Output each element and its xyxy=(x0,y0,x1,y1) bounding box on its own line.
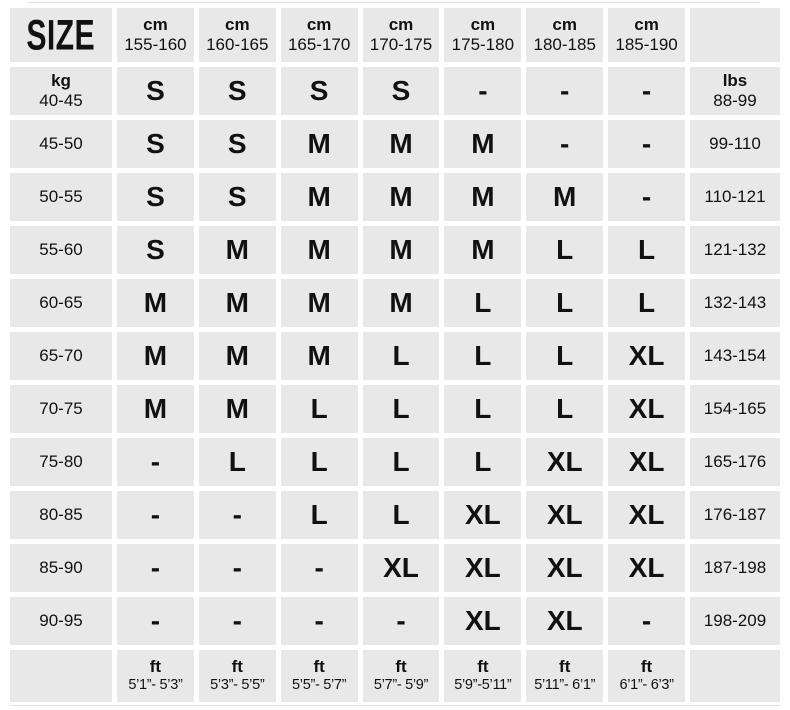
size-cell-r5-c2 xyxy=(281,332,358,380)
row-label-kg-5 xyxy=(10,332,112,380)
ft-unit-label: ft xyxy=(313,657,325,677)
size-cell-r4-c5 xyxy=(526,279,603,327)
size-cell-r7-c5 xyxy=(526,438,603,486)
row-label-lbs-7 xyxy=(690,438,780,486)
size-cell-r10-c1 xyxy=(199,597,276,645)
cm-unit-label: cm xyxy=(143,14,168,34)
size-cell-r7-c6 xyxy=(608,438,685,486)
size-cell-r2-c4 xyxy=(444,173,521,221)
size-cell-r7-c4 xyxy=(444,438,521,486)
size-cell-r5-c5 xyxy=(526,332,603,380)
no-size-dash: - xyxy=(232,552,242,583)
size-value: L xyxy=(310,499,328,530)
size-value: M xyxy=(553,181,577,212)
size-value: M xyxy=(307,287,331,318)
header-cell-cm-1 xyxy=(199,8,276,62)
size-value: M xyxy=(471,128,495,159)
row-label-lbs-8 xyxy=(690,491,780,539)
size-title: SIZE xyxy=(26,10,96,59)
size-value: M xyxy=(225,393,249,424)
size-value: M xyxy=(225,234,249,265)
size-value: L xyxy=(556,287,574,318)
size-cell-r2-c0 xyxy=(117,173,194,221)
no-size-dash: - xyxy=(396,605,406,636)
footer-cell-ft-5 xyxy=(526,650,603,702)
cm-range-label: 165-170 xyxy=(287,35,351,54)
lbs-range-label: 176-187 xyxy=(703,504,767,524)
size-cell-r6-c6 xyxy=(608,385,685,433)
size-cell-r9-c2 xyxy=(281,544,358,592)
size-value: M xyxy=(143,340,168,371)
cm-unit-label: cm xyxy=(470,14,496,34)
no-size-dash: - xyxy=(641,605,652,636)
size-cell-r5-c3 xyxy=(363,332,440,380)
ft-range-label: 5’9”-5’11” xyxy=(454,677,512,694)
size-value: S xyxy=(146,128,165,159)
size-cell-r5-c4 xyxy=(444,332,521,380)
ft-range-label: 5’5”- 5’7” xyxy=(292,677,347,694)
size-cell-r4-c3 xyxy=(363,279,440,327)
size-cell-r3-c6 xyxy=(608,226,685,274)
size-value: XL xyxy=(628,340,665,371)
size-cell-r7-c3 xyxy=(363,438,440,486)
row-label-lbs-2 xyxy=(690,173,780,221)
size-value: M xyxy=(471,181,495,212)
size-value: L xyxy=(556,340,574,371)
footer-cell-ft-0 xyxy=(117,650,194,702)
size-cell-r2-c3 xyxy=(363,173,440,221)
header-cell-cm-0 xyxy=(117,8,194,62)
size-value: XL xyxy=(464,605,501,636)
size-cell-r9-c5 xyxy=(526,544,603,592)
size-value: XL xyxy=(546,605,583,636)
size-value: XL xyxy=(628,446,665,477)
size-cell-r9-c0 xyxy=(117,544,194,592)
size-cell-r1-c4 xyxy=(444,120,521,168)
size-cell-r9-c3 xyxy=(363,544,440,592)
size-cell-r1-c3 xyxy=(363,120,440,168)
size-cell-r4-c6 xyxy=(608,279,685,327)
size-value: L xyxy=(556,393,574,424)
size-cell-r1-c6 xyxy=(608,120,685,168)
size-cell-r8-c5 xyxy=(526,491,603,539)
no-size-dash: - xyxy=(641,128,652,159)
size-value: XL xyxy=(628,393,665,424)
ft-range-label: 5’1”- 5’3” xyxy=(128,677,183,694)
size-cell-r7-c2 xyxy=(281,438,358,486)
no-size-dash: - xyxy=(232,499,242,530)
size-cell-r8-c4 xyxy=(444,491,521,539)
row-label-lbs-5 xyxy=(690,332,780,380)
size-cell-r0-c2 xyxy=(281,67,358,115)
size-value: M xyxy=(389,128,413,159)
size-cell-r0-c6 xyxy=(608,67,685,115)
footer-cell-ft-4 xyxy=(444,650,521,702)
size-cell-r4-c0 xyxy=(117,279,194,327)
size-cell-r3-c5 xyxy=(526,226,603,274)
lbs-range-label: 165-176 xyxy=(703,451,767,471)
size-value: L xyxy=(228,446,246,477)
size-value: S xyxy=(146,234,165,265)
size-value: XL xyxy=(383,552,419,583)
size-cell-r10-c4 xyxy=(444,597,521,645)
size-value: L xyxy=(392,446,410,477)
no-size-dash: - xyxy=(641,75,652,106)
kg-range-label: 80-85 xyxy=(39,504,83,524)
size-cell-r5-c0 xyxy=(117,332,194,380)
size-value: XL xyxy=(546,499,583,530)
cm-range-label: 160-165 xyxy=(206,35,269,54)
size-value: L xyxy=(474,393,492,424)
size-cell-r8-c2 xyxy=(281,491,358,539)
ft-range-label: 5’11”- 6’1” xyxy=(534,677,596,694)
cm-range-label: 175-180 xyxy=(451,35,515,54)
header-cell-blank-right xyxy=(690,8,780,62)
lbs-range-label: 132-143 xyxy=(703,292,767,312)
size-value: L xyxy=(310,393,328,424)
size-cell-r3-c3 xyxy=(363,226,440,274)
lbs-range-label: 143-154 xyxy=(703,345,767,365)
size-value: L xyxy=(392,393,410,424)
size-cell-r6-c5 xyxy=(526,385,603,433)
kg-unit-label: kg xyxy=(51,70,71,90)
size-cell-r10-c2 xyxy=(281,597,358,645)
size-cell-r5-c1 xyxy=(199,332,276,380)
size-cell-r0-c0 xyxy=(117,67,194,115)
size-cell-r1-c1 xyxy=(199,120,276,168)
size-cell-r2-c6 xyxy=(608,173,685,221)
size-title-cell xyxy=(10,8,112,62)
row-label-lbs-10 xyxy=(690,597,780,645)
row-label-lbs-6 xyxy=(690,385,780,433)
size-value: S xyxy=(146,181,165,212)
size-cell-r3-c2 xyxy=(281,226,358,274)
size-value: S xyxy=(227,75,247,106)
no-size-dash: - xyxy=(560,75,570,106)
footer-cell-ft-1 xyxy=(199,650,276,702)
size-cell-r1-c5 xyxy=(526,120,603,168)
row-label-kg-0 xyxy=(10,67,112,115)
ft-unit-label: ft xyxy=(640,657,653,677)
size-cell-r1-c0 xyxy=(117,120,194,168)
lbs-range-label: 110-121 xyxy=(704,186,766,206)
size-value: L xyxy=(392,499,410,530)
size-value: XL xyxy=(628,499,665,530)
row-label-lbs-4 xyxy=(690,279,780,327)
no-size-dash: - xyxy=(314,605,324,636)
size-cell-r3-c4 xyxy=(444,226,521,274)
size-cell-r0-c1 xyxy=(199,67,276,115)
size-cell-r7-c1 xyxy=(199,438,276,486)
no-size-dash: - xyxy=(641,181,652,212)
no-size-dash: - xyxy=(150,605,161,636)
lbs-range-label: 99-110 xyxy=(709,133,761,153)
row-label-kg-10 xyxy=(10,597,112,645)
cm-range-label: 155-160 xyxy=(124,35,187,54)
row-label-kg-8 xyxy=(10,491,112,539)
size-cell-r4-c1 xyxy=(199,279,276,327)
size-cell-r0-c3 xyxy=(363,67,440,115)
header-cell-cm-5 xyxy=(526,8,603,62)
size-cell-r8-c0 xyxy=(117,491,194,539)
size-value: S xyxy=(309,75,329,106)
cm-unit-label: cm xyxy=(224,14,250,34)
size-value: M xyxy=(307,181,331,212)
size-cell-r6-c2 xyxy=(281,385,358,433)
row-label-kg-9 xyxy=(10,544,112,592)
cm-range-label: 170-175 xyxy=(369,35,433,54)
size-cell-r6-c4 xyxy=(444,385,521,433)
lbs-range-label: 154-165 xyxy=(703,398,767,418)
kg-range-label: 65-70 xyxy=(39,345,83,365)
size-cell-r10-c3 xyxy=(363,597,440,645)
size-value: S xyxy=(146,75,165,106)
size-value: M xyxy=(471,234,495,265)
ft-unit-label: ft xyxy=(149,657,162,677)
size-cell-r3-c0 xyxy=(117,226,194,274)
size-value: M xyxy=(307,234,331,265)
kg-range-label: 40-45 xyxy=(39,91,83,110)
size-value: M xyxy=(143,393,168,424)
size-value: L xyxy=(638,234,656,265)
row-label-lbs-9 xyxy=(690,544,780,592)
kg-range-label: 90-95 xyxy=(39,610,83,630)
footer-cell-blank-right xyxy=(690,650,780,702)
row-label-lbs-0 xyxy=(690,67,780,115)
size-cell-r4-c2 xyxy=(281,279,358,327)
size-cell-r9-c1 xyxy=(199,544,276,592)
no-size-dash: - xyxy=(560,128,570,159)
size-cell-r0-c5 xyxy=(526,67,603,115)
ft-unit-label: ft xyxy=(477,657,489,677)
ft-unit-label: ft xyxy=(395,657,407,677)
footer-cell-ft-2 xyxy=(281,650,358,702)
top-divider xyxy=(28,2,760,3)
size-value: M xyxy=(143,287,168,318)
footer-cell-ft-6 xyxy=(608,650,685,702)
size-value: L xyxy=(474,287,492,318)
size-value: M xyxy=(389,287,413,318)
size-cell-r9-c4 xyxy=(444,544,521,592)
row-label-kg-7 xyxy=(10,438,112,486)
header-cell-cm-4 xyxy=(444,8,521,62)
kg-range-label: 60-65 xyxy=(39,292,83,312)
header-cell-cm-2 xyxy=(281,8,358,62)
row-label-kg-4 xyxy=(10,279,112,327)
kg-range-label: 50-55 xyxy=(39,186,83,206)
size-cell-r2-c1 xyxy=(199,173,276,221)
size-value: XL xyxy=(464,552,501,583)
size-value: S xyxy=(227,181,247,212)
size-cell-r8-c6 xyxy=(608,491,685,539)
size-cell-r6-c0 xyxy=(117,385,194,433)
kg-range-label: 75-80 xyxy=(39,451,83,471)
no-size-dash: - xyxy=(150,552,161,583)
kg-range-label: 45-50 xyxy=(39,133,83,153)
no-size-dash: - xyxy=(150,446,161,477)
ft-range-label: 6’1”- 6’3” xyxy=(619,677,674,694)
no-size-dash: - xyxy=(150,499,161,530)
cm-range-label: 180-185 xyxy=(533,35,596,54)
size-value: XL xyxy=(628,552,665,583)
cm-range-label: 185-190 xyxy=(615,35,678,54)
size-cell-r6-c3 xyxy=(363,385,440,433)
cm-unit-label: cm xyxy=(388,14,414,34)
size-value: M xyxy=(307,340,331,371)
size-cell-r8-c1 xyxy=(199,491,276,539)
size-cell-r10-c6 xyxy=(608,597,685,645)
lbs-range-label: 198-209 xyxy=(703,610,767,630)
lbs-range-label: 121-132 xyxy=(703,239,767,259)
no-size-dash: - xyxy=(232,605,242,636)
size-value: L xyxy=(310,446,328,477)
cm-unit-label: cm xyxy=(306,14,332,34)
lbs-range-label: 88-99 xyxy=(713,91,757,110)
size-chart-grid xyxy=(10,8,780,702)
size-cell-r2-c5 xyxy=(526,173,603,221)
size-cell-r10-c0 xyxy=(117,597,194,645)
bottom-divider xyxy=(10,705,780,706)
size-value: XL xyxy=(546,552,583,583)
size-cell-r1-c2 xyxy=(281,120,358,168)
kg-range-label: 85-90 xyxy=(39,557,83,577)
ft-range-label: 5’7”- 5’9” xyxy=(373,677,429,694)
header-cell-cm-3 xyxy=(363,8,440,62)
size-cell-r8-c3 xyxy=(363,491,440,539)
size-value: L xyxy=(474,340,492,371)
header-cell-cm-6 xyxy=(608,8,685,62)
ft-unit-label: ft xyxy=(559,657,571,677)
size-value: S xyxy=(391,75,411,106)
size-cell-r6-c1 xyxy=(199,385,276,433)
size-cell-r9-c6 xyxy=(608,544,685,592)
size-value: L xyxy=(392,340,410,371)
size-value: M xyxy=(389,181,413,212)
row-label-lbs-1 xyxy=(690,120,780,168)
size-value: M xyxy=(225,287,249,318)
size-value: L xyxy=(638,287,656,318)
size-value: XL xyxy=(546,446,583,477)
kg-range-label: 55-60 xyxy=(39,239,83,259)
size-cell-r7-c0 xyxy=(117,438,194,486)
size-value: L xyxy=(556,234,574,265)
size-value: M xyxy=(307,128,331,159)
row-label-kg-3 xyxy=(10,226,112,274)
cm-unit-label: cm xyxy=(552,14,577,34)
footer-cell-ft-3 xyxy=(363,650,440,702)
kg-range-label: 70-75 xyxy=(39,398,83,418)
ft-range-label: 5’3”- 5’5” xyxy=(210,677,265,694)
ft-unit-label: ft xyxy=(231,657,243,677)
size-cell-r2-c2 xyxy=(281,173,358,221)
size-cell-r4-c4 xyxy=(444,279,521,327)
lbs-range-label: 187-198 xyxy=(703,557,767,577)
no-size-dash: - xyxy=(478,75,488,106)
row-label-kg-1 xyxy=(10,120,112,168)
size-cell-r3-c1 xyxy=(199,226,276,274)
size-value: M xyxy=(225,340,249,371)
row-label-lbs-3 xyxy=(690,226,780,274)
cm-unit-label: cm xyxy=(634,14,659,34)
row-label-kg-6 xyxy=(10,385,112,433)
footer-cell-blank-left xyxy=(10,650,112,702)
size-value: M xyxy=(389,234,413,265)
row-label-kg-2 xyxy=(10,173,112,221)
size-value: L xyxy=(474,446,492,477)
lbs-unit-label: lbs xyxy=(722,70,748,90)
size-cell-r0-c4 xyxy=(444,67,521,115)
size-cell-r5-c6 xyxy=(608,332,685,380)
size-cell-r10-c5 xyxy=(526,597,603,645)
size-value: S xyxy=(227,128,247,159)
size-value: XL xyxy=(464,499,501,530)
no-size-dash: - xyxy=(314,552,324,583)
